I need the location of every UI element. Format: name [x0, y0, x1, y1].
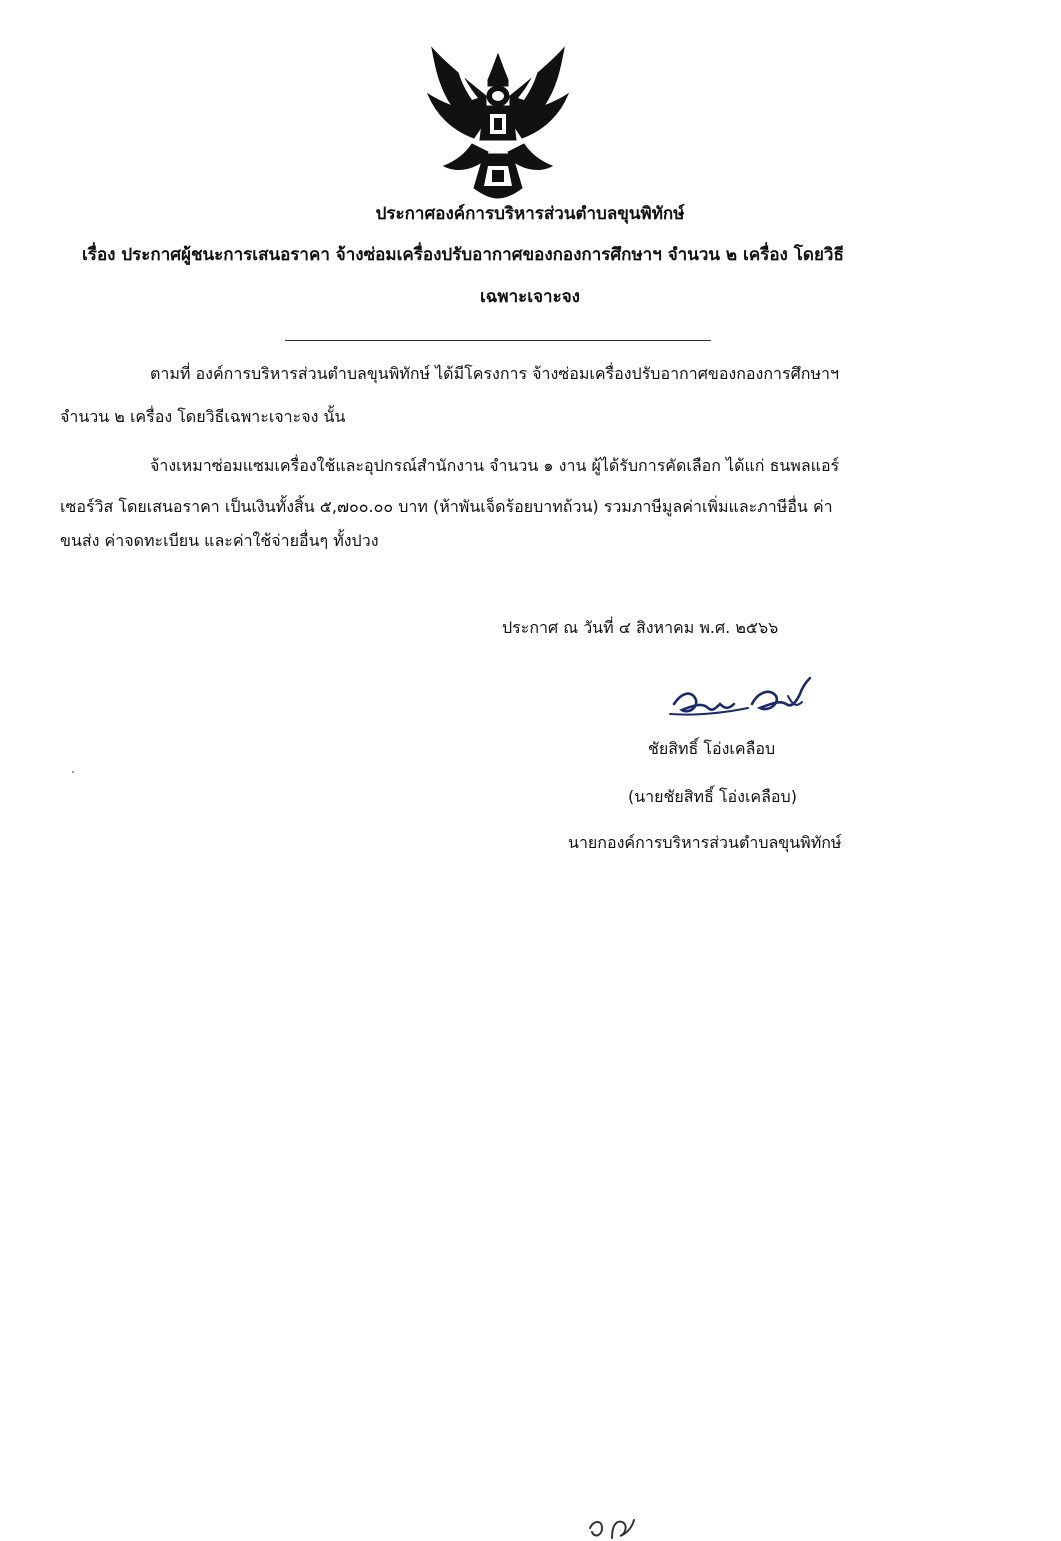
paragraph-2-line-3: ขนส่ง ค่าจดทะเบียน และค่าใช้จ่ายอื่นๆ ทั้งปวง: [60, 531, 379, 550]
handwritten-page-mark: [586, 1514, 646, 1541]
scan-speck: [72, 771, 74, 773]
paragraph-2-line-2: เซอร์วิส โดยเสนอราคา เป็นเงินทั้งสิ้น ๕,๗๐๐.๐๐ บาท (ห้าพันเจ็ดร้อยบาทถ้วน) รวมภาษีมูลค่าเพิ่มและภาษีอื่น ค่า: [60, 497, 833, 516]
organization-heading: ประกาศองค์การบริหารส่วนตำบลขุนพิทักษ์: [375, 204, 685, 224]
heading-divider: [285, 340, 711, 341]
paragraph-2-line-1: จ้างเหมาซ่อมแซมเครื่องใช้และอุปกรณ์สำนักงาน จำนวน ๑ งาน ผู้ได้รับการคัดเลือก ได้แก่ ธนพลแอร์: [150, 456, 840, 475]
announcement-date: ประกาศ ณ วันที่ ๔ สิงหาคม พ.ศ. ๒๕๖๖: [502, 618, 779, 637]
subject-line-1: เรื่อง ประกาศผู้ชนะการเสนอราคา จ้างซ่อมเครื่องปรับอากาศของกองการศึกษาฯ จำนวน ๒ เครื่อง โดยวิธี: [82, 245, 844, 265]
paragraph-1-line-2: จำนวน ๒ เครื่อง โดยวิธีเฉพาะเจาะจง นั้น: [60, 407, 346, 426]
signer-name-full: (นายชัยสิทธิ์ โอ่งเคลือบ): [628, 787, 797, 806]
signer-position: นายกองค์การบริหารส่วนตำบลขุนพิทักษ์: [568, 833, 842, 852]
subject-line-2: เฉพาะเจาะจง: [480, 287, 580, 307]
garuda-emblem-icon: [426, 40, 570, 200]
paragraph-1-line-1: ตามที่ องค์การบริหารส่วนตำบลขุนพิทักษ์ ได้มีโครงการ จ้างซ่อมเครื่องปรับอากาศของกองการศึกษาฯ: [150, 364, 839, 383]
signer-name: ชัยสิทธิ์ โอ่งเคลือบ: [648, 739, 776, 758]
handwritten-signature: [668, 674, 818, 726]
